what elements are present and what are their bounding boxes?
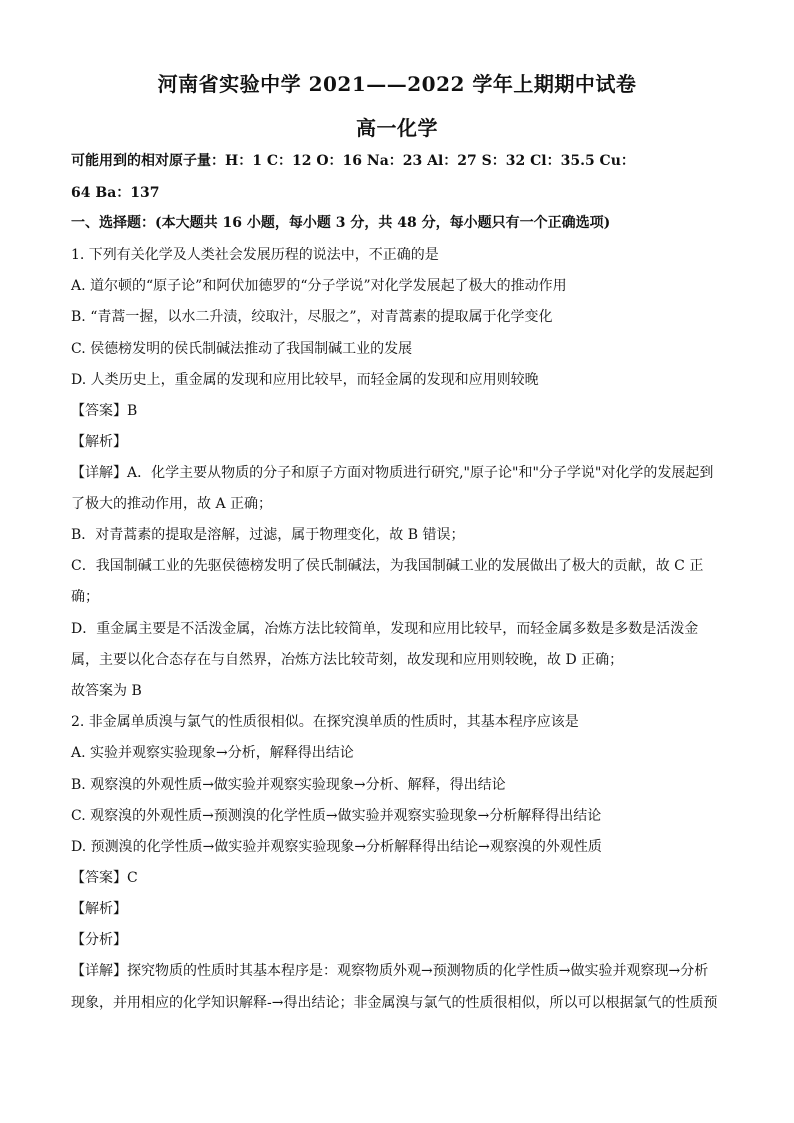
q2-analysis-label: 【解析】 — [71, 901, 127, 917]
q1-option-c: C. 侯德榜发明的侯氏制碱法推动了我国制碱工业的发展 — [71, 341, 413, 357]
atomic-masses-line-2: 64 Ba：137 — [71, 185, 160, 201]
q2-detail-line: 【详解】探究物质的性质时其基本程序是：观察物质外观→预测物质的化学性质→做实验并观察现→分析 — [71, 963, 709, 979]
q1-answer: 【答案】B — [71, 403, 138, 419]
q2-stem: 2. 非金属单质溴与氯气的性质很相似。在探究溴单质的性质时，其基本程序应该是 — [71, 714, 579, 730]
q2-option-b: B. 观察溴的外观性质→做实验并观察实验现象→分析、解释，得出结论 — [71, 777, 506, 793]
section-heading: 一、选择题：(本大题共 16 小题，每小题 3 分，共 48 分，每小题只有一个正确选项) — [71, 215, 611, 231]
q2-detail-line: 现象，并用相应的化学知识解释-→得出结论；非金属溴与氯气的性质很相似，所以可以根据氯气的性质预 — [71, 995, 718, 1011]
q2-option-c: C. 观察溴的外观性质→预测溴的化学性质→做实验并观察实验现象→分析解释得出结论 — [71, 808, 602, 824]
q1-detail-line: D．重金属主要是不活泼金属，冶炼方法比较简单，发现和应用比较早，而轻金属多数是多数是活泼金 — [71, 621, 699, 637]
q2-option-d: D. 预测溴的化学性质→做实验并观察实验现象→分析解释得出结论→观察溴的外观性质 — [71, 839, 602, 855]
q1-stem: 1. 下列有关化学及人类社会发展历程的说法中，不正确的是 — [71, 247, 439, 263]
q1-detail-line: 【详解】A．化学主要从物质的分子和原子方面对物质进行研究,"原子论"和"分子学说"对化学的发展起到 — [71, 465, 714, 481]
q1-option-a: A. 道尔顿的“原子论”和阿伏加德罗的“分子学说”对化学发展起了极大的推动作用 — [71, 278, 567, 294]
exam-title: 河南省实验中学 2021——2022 学年上期期中试卷 — [157, 72, 637, 96]
q1-option-d: D. 人类历史上，重金属的发现和应用比较早，而轻金属的发现和应用则较晚 — [71, 372, 539, 388]
q1-detail-line: 属，主要以化合态存在与自然界，冶炼方法比较苛刻，故发现和应用则较晚，故 D 正确； — [71, 652, 624, 668]
q1-detail-line: C．我国制碱工业的先驱侯德榜发明了侯氏制碱法，为我国制碱工业的发展做出了极大的贡献，故 C 正 — [71, 558, 704, 574]
q1-analysis-label: 【解析】 — [71, 434, 127, 450]
q1-detail-line: 确； — [71, 589, 99, 605]
q1-option-b: B. “青蒿一握，以水二升渍，绞取汁，尽服之”，对青蒿素的提取属于化学变化 — [71, 309, 553, 325]
q1-detail-line: 了极大的推动作用，故 A 正确； — [71, 496, 273, 512]
q1-detail-line: B．对青蒿素的提取是溶解，过滤，属于物理变化，故 B 错误； — [71, 527, 465, 543]
q2-fenxi-label: 【分析】 — [71, 932, 127, 948]
q2-option-a: A. 实验并观察实验现象→分析，解释得出结论 — [71, 745, 354, 761]
q1-conclusion: 故答案为 B — [71, 683, 142, 699]
atomic-masses-line-1: 可能用到的相对原子量：H：1 C：12 O：16 Na：23 Al：27 S：32 Cl：35.5 Cu： — [71, 153, 635, 169]
q2-answer: 【答案】C — [71, 870, 138, 886]
subject-title: 高一化学 — [356, 116, 438, 140]
